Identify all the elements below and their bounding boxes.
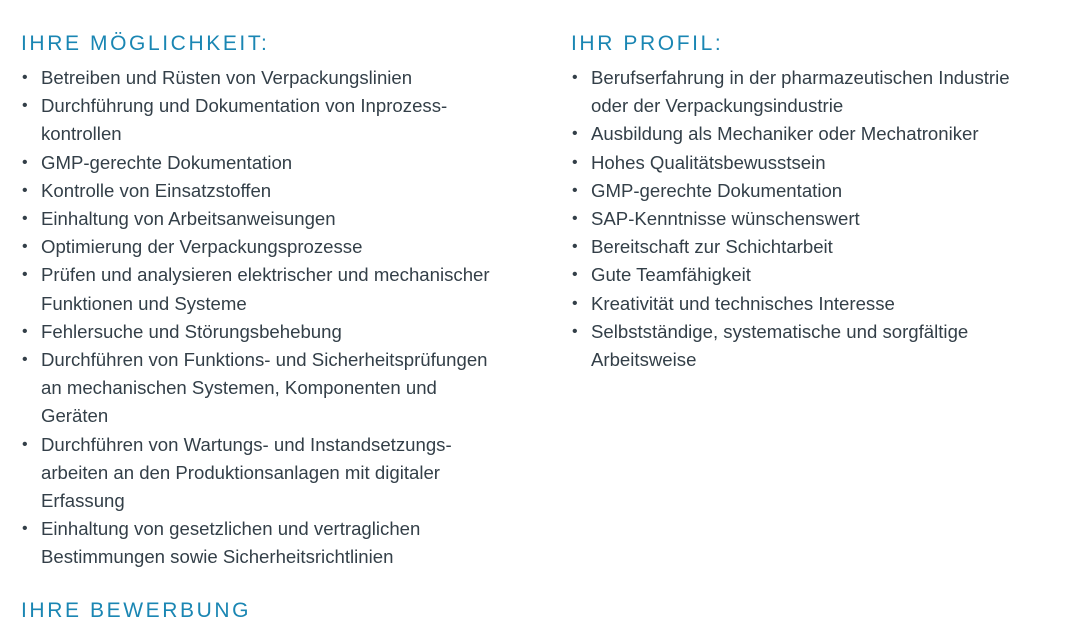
- list-item-text: Betreiben und Rüsten von Verpackungslinien: [41, 67, 413, 88]
- bullet-icon: •: [572, 294, 578, 312]
- list-item: [21, 233, 541, 261]
- opportunity-list: [21, 64, 541, 572]
- list-item-text: arbeiten an den Produktionsanlagen mit digitaler: [41, 461, 440, 483]
- bullet-icon: •: [572, 322, 578, 340]
- list-item: [21, 205, 541, 233]
- bullet-icon: •: [572, 125, 578, 143]
- bullet-icon: •: [22, 153, 28, 171]
- list-item-text: Einhaltung von gesetzlichen und vertraglichen: [41, 518, 421, 540]
- list-item: [21, 64, 541, 92]
- list-item: [571, 233, 1061, 261]
- list-item-text: Ausbildung als Mechaniker oder Mechatroniker: [591, 123, 979, 145]
- bullet-icon: •: [572, 69, 578, 86]
- list-item: [21, 92, 541, 148]
- list-item-text: Geräten: [41, 405, 109, 427]
- list-item: [571, 177, 1061, 205]
- list-item: [571, 149, 1061, 177]
- list-item-text: Selbstständige, systematische und sorgfältige: [591, 320, 969, 342]
- bullet-icon: •: [22, 69, 28, 86]
- list-item: [21, 515, 541, 571]
- list-item-text: an mechanischen Systemen, Komponenten und: [41, 377, 437, 399]
- profile-list: [571, 64, 1061, 374]
- bullet-icon: •: [22, 435, 28, 453]
- list-item-text: Durchführen von Funktions- und Sicherheitsprüfungen: [41, 349, 488, 371]
- profile-section: [571, 30, 1061, 374]
- list-item-text: Kontrolle von Einsatzstoffen: [41, 179, 272, 201]
- list-item-text: Berufserfahrung in der pharmazeutischen Industrie: [591, 67, 1010, 88]
- bullet-icon: •: [22, 322, 28, 340]
- list-item-text: GMP-gerechte Dokumentation: [41, 151, 293, 173]
- list-item: [21, 346, 541, 431]
- application-section: [21, 597, 251, 631]
- list-item-text: oder der Verpackungsindustrie: [591, 95, 844, 117]
- bullet-icon: •: [572, 153, 578, 171]
- list-item: [21, 318, 541, 346]
- list-item-text: Funktionen und Systeme: [41, 292, 247, 314]
- bullet-icon: •: [22, 520, 28, 538]
- bullet-icon: •: [22, 266, 28, 284]
- bullet-icon: •: [22, 351, 28, 369]
- opportunity-section: [21, 30, 541, 572]
- list-item-text: Gute Teamfähigkeit: [591, 264, 751, 286]
- list-item-text: Einhaltung von Arbeitsanweisungen: [41, 208, 336, 230]
- opportunity-heading: IHRE MÖGLICHKEIT:: [21, 32, 270, 55]
- list-item-text: Hohes Qualitätsbewusstsein: [591, 151, 826, 173]
- list-item-text: Durchführung und Dokumentation von Inprozess-: [41, 95, 448, 117]
- list-item-text: SAP-Kenntnisse wünschenswert: [591, 208, 860, 230]
- list-item: [571, 290, 1061, 318]
- list-item-text: Erfassung: [41, 490, 125, 512]
- list-item: [21, 177, 541, 205]
- list-item-text: Bestimmungen sowie Sicherheitsrichtlinien: [41, 546, 394, 568]
- list-item-text: Optimierung der Verpackungsprozesse: [41, 236, 363, 258]
- list-item-text: Durchführen von Wartungs- und Instandsetzungs-: [41, 433, 452, 455]
- list-item: [571, 318, 1061, 374]
- list-item-text: Prüfen und analysieren elektrischer und mechanischer: [41, 264, 490, 286]
- list-item-text: GMP-gerechte Dokumentation: [591, 179, 843, 201]
- list-item: [571, 205, 1061, 233]
- list-item: [21, 149, 541, 177]
- list-item-text: Kreativität und technisches Interesse: [591, 292, 895, 314]
- list-item: [21, 431, 541, 516]
- list-item-text: Bereitschaft zur Schichtarbeit: [591, 236, 833, 258]
- bullet-icon: •: [22, 181, 28, 199]
- bullet-icon: •: [22, 97, 28, 115]
- application-heading: IHRE BEWERBUNG: [21, 599, 252, 622]
- bullet-icon: •: [22, 210, 28, 228]
- bullet-icon: •: [22, 238, 28, 256]
- bullet-icon: •: [572, 210, 578, 228]
- list-item: [571, 64, 1061, 120]
- list-item: [21, 261, 541, 317]
- bullet-icon: •: [572, 266, 578, 284]
- list-item: [571, 120, 1061, 148]
- profile-heading: IHR PROFIL:: [571, 32, 724, 55]
- list-item-text: Fehlersuche und Störungsbehebung: [41, 320, 342, 342]
- list-item-text: kontrollen: [41, 123, 122, 145]
- list-item: [571, 261, 1061, 289]
- list-item-text: Arbeitsweise: [591, 349, 697, 371]
- bullet-icon: •: [572, 238, 578, 256]
- bullet-icon: •: [572, 181, 578, 199]
